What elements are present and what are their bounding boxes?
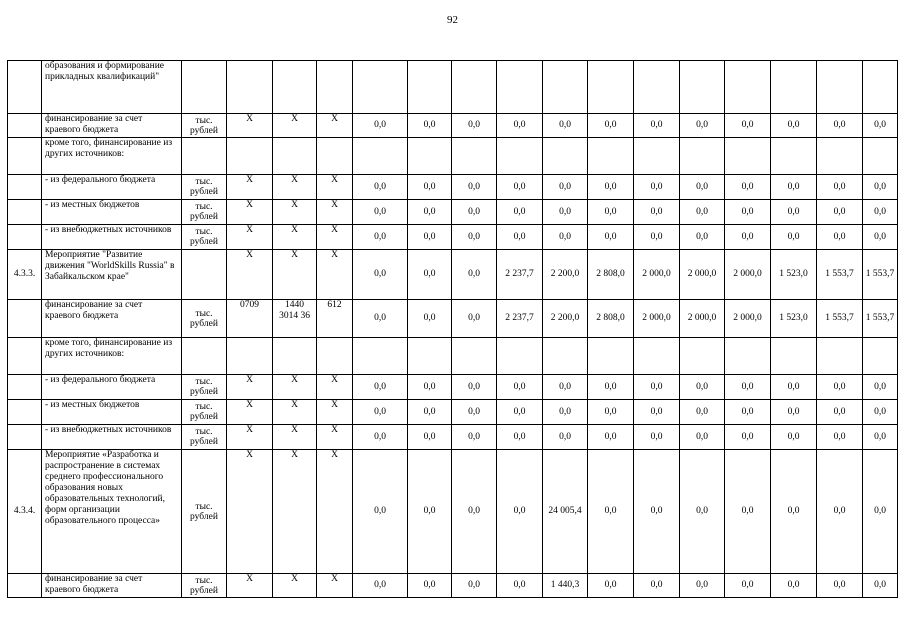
value-cell: 0,0: [680, 175, 725, 200]
empty-cell: [725, 61, 771, 114]
row-number-cell: [8, 138, 42, 175]
empty-cell: [182, 138, 227, 175]
value-cell: 0,0: [680, 114, 725, 138]
table-row: [8, 225, 898, 250]
table-row: [8, 138, 898, 175]
value-cell: 0,0: [725, 175, 771, 200]
value-cell: 0,0: [408, 175, 452, 200]
page-number: 92: [447, 14, 458, 26]
value-cell: 0,0: [452, 175, 497, 200]
value-cell: 0,0: [543, 425, 588, 450]
row-name-cell: кроме того, финансирование из других источников:: [42, 338, 182, 375]
empty-cell: [317, 338, 353, 375]
unit-cell: тыс. рублей: [182, 175, 227, 200]
unit-cell: тыс. рублей: [182, 300, 227, 338]
value-cell: 2 200,0: [543, 250, 588, 300]
empty-cell: [634, 338, 680, 375]
value-cell: 0,0: [408, 425, 452, 450]
value-cell: 0,0: [408, 375, 452, 400]
row-name-cell: - из внебюджетных источников: [42, 225, 182, 250]
value-cell: 0,0: [408, 400, 452, 425]
value-cell: 2 808,0: [588, 250, 634, 300]
value-cell: 0,0: [543, 225, 588, 250]
value-cell: 0,0: [680, 450, 725, 574]
value-cell: 0,0: [543, 200, 588, 225]
value-cell: 2 000,0: [725, 250, 771, 300]
empty-cell: [452, 61, 497, 114]
value-cell: 0,0: [634, 425, 680, 450]
value-cell: 0,0: [680, 225, 725, 250]
value-cell: 2 000,0: [680, 250, 725, 300]
budget-table: [7, 60, 898, 598]
value-cell: 2 808,0: [588, 300, 634, 338]
unit-cell: тыс. рублей: [182, 375, 227, 400]
row-name-cell: образования и формирование прикладных квалификаций": [42, 61, 182, 114]
empty-cell: [817, 61, 863, 114]
value-cell: 0,0: [817, 450, 863, 574]
code-cell-3: X: [317, 114, 353, 138]
value-cell: 0,0: [725, 400, 771, 425]
value-cell: 0,0: [497, 114, 543, 138]
empty-cell: [588, 338, 634, 375]
value-cell: 0,0: [863, 400, 898, 425]
table-row: [8, 300, 898, 338]
empty-cell: [543, 338, 588, 375]
value-cell: 0,0: [817, 175, 863, 200]
table-row: [8, 450, 898, 574]
value-cell: 1 553,7: [817, 250, 863, 300]
empty-cell: [353, 138, 408, 175]
table-row: [8, 425, 898, 450]
table-row: [8, 574, 898, 598]
value-cell: 0,0: [725, 225, 771, 250]
row-number-cell: [8, 200, 42, 225]
value-cell: 2 000,0: [634, 300, 680, 338]
value-cell: 0,0: [771, 450, 817, 574]
code-cell-2: X: [273, 375, 317, 400]
value-cell: 0,0: [543, 375, 588, 400]
code-cell-1: X: [227, 225, 273, 250]
unit-cell: [182, 250, 227, 300]
empty-cell: [817, 138, 863, 175]
value-cell: 0,0: [452, 200, 497, 225]
code-cell-2: X: [273, 400, 317, 425]
value-cell: 0,0: [353, 250, 408, 300]
empty-cell: [452, 138, 497, 175]
empty-cell: [588, 61, 634, 114]
unit-cell: тыс. рублей: [182, 450, 227, 574]
row-name-cell: финансирование за счет краевого бюджета: [42, 114, 182, 138]
row-name-cell: Мероприятие «Разработка и распространение в системах среднего профессионального образования новых образовательных технологий, форм организации образовательного процесса»: [42, 450, 182, 574]
value-cell: 0,0: [863, 450, 898, 574]
value-cell: 2 237,7: [497, 250, 543, 300]
empty-cell: [543, 138, 588, 175]
code-cell-2: X: [273, 175, 317, 200]
code-cell-3: X: [317, 450, 353, 574]
row-number-cell: [8, 114, 42, 138]
empty-cell: [634, 138, 680, 175]
value-cell: 0,0: [863, 175, 898, 200]
row-number-cell: [8, 574, 42, 598]
value-cell: 0,0: [634, 400, 680, 425]
value-cell: 0,0: [497, 574, 543, 598]
value-cell: 0,0: [588, 450, 634, 574]
value-cell: 2 000,0: [725, 300, 771, 338]
value-cell: 0,0: [680, 425, 725, 450]
code-cell-1: X: [227, 375, 273, 400]
value-cell: 0,0: [817, 114, 863, 138]
value-cell: 0,0: [680, 574, 725, 598]
unit-cell: тыс. рублей: [182, 400, 227, 425]
unit-cell: тыс. рублей: [182, 225, 227, 250]
value-cell: 2 237,7: [497, 300, 543, 338]
code-cell-1: X: [227, 400, 273, 425]
value-cell: 0,0: [588, 375, 634, 400]
code-cell-3: X: [317, 400, 353, 425]
value-cell: 0,0: [408, 574, 452, 598]
value-cell: 0,0: [543, 114, 588, 138]
empty-cell: [227, 138, 273, 175]
code-cell-1: X: [227, 450, 273, 574]
value-cell: 0,0: [771, 225, 817, 250]
value-cell: 0,0: [497, 225, 543, 250]
code-cell-3: X: [317, 574, 353, 598]
table-row: [8, 175, 898, 200]
empty-cell: [634, 61, 680, 114]
empty-cell: [588, 138, 634, 175]
empty-cell: [273, 61, 317, 114]
value-cell: 0,0: [634, 200, 680, 225]
value-cell: 0,0: [817, 225, 863, 250]
value-cell: 0,0: [408, 114, 452, 138]
value-cell: 0,0: [771, 400, 817, 425]
value-cell: 0,0: [634, 175, 680, 200]
row-name-cell: кроме того, финансирование из других источников:: [42, 138, 182, 175]
empty-cell: [817, 338, 863, 375]
value-cell: 0,0: [680, 200, 725, 225]
value-cell: 0,0: [863, 200, 898, 225]
value-cell: 0,0: [771, 425, 817, 450]
value-cell: 0,0: [452, 114, 497, 138]
value-cell: 2 000,0: [680, 300, 725, 338]
empty-cell: [182, 61, 227, 114]
code-cell-3: X: [317, 250, 353, 300]
value-cell: 0,0: [771, 574, 817, 598]
value-cell: 0,0: [817, 400, 863, 425]
empty-cell: [543, 61, 588, 114]
value-cell: 0,0: [725, 425, 771, 450]
value-cell: 0,0: [353, 225, 408, 250]
table-row: [8, 375, 898, 400]
value-cell: 1 553,7: [863, 300, 898, 338]
value-cell: 2 200,0: [543, 300, 588, 338]
code-cell-2: 1440 3014 36: [273, 300, 317, 338]
value-cell: 0,0: [725, 574, 771, 598]
value-cell: 0,0: [634, 225, 680, 250]
table-row: [8, 400, 898, 425]
empty-cell: [680, 61, 725, 114]
empty-cell: [680, 138, 725, 175]
empty-cell: [497, 61, 543, 114]
empty-cell: [863, 338, 898, 375]
empty-cell: [353, 61, 408, 114]
empty-cell: [317, 138, 353, 175]
value-cell: 0,0: [725, 450, 771, 574]
code-cell-1: X: [227, 200, 273, 225]
code-cell-2: X: [273, 200, 317, 225]
empty-cell: [771, 61, 817, 114]
row-name-cell: - из внебюджетных источников: [42, 425, 182, 450]
value-cell: 0,0: [863, 225, 898, 250]
code-cell-3: X: [317, 425, 353, 450]
value-cell: 0,0: [408, 450, 452, 574]
value-cell: 0,0: [817, 574, 863, 598]
unit-cell: тыс. рублей: [182, 200, 227, 225]
code-cell-3: X: [317, 175, 353, 200]
value-cell: 0,0: [543, 175, 588, 200]
code-cell-2: X: [273, 450, 317, 574]
table-body: [8, 61, 898, 598]
value-cell: 0,0: [497, 425, 543, 450]
value-cell: 0,0: [634, 450, 680, 574]
unit-cell: тыс. рублей: [182, 425, 227, 450]
code-cell-1: X: [227, 425, 273, 450]
table-row: [8, 250, 898, 300]
value-cell: 0,0: [863, 425, 898, 450]
row-name-cell: финансирование за счет краевого бюджета: [42, 300, 182, 338]
value-cell: 0,0: [452, 225, 497, 250]
value-cell: 1 523,0: [771, 250, 817, 300]
empty-cell: [273, 138, 317, 175]
value-cell: 0,0: [353, 300, 408, 338]
code-cell-2: X: [273, 114, 317, 138]
row-name-cell: - из федерального бюджета: [42, 175, 182, 200]
code-cell-1: X: [227, 250, 273, 300]
value-cell: 0,0: [817, 200, 863, 225]
value-cell: 0,0: [680, 400, 725, 425]
value-cell: 0,0: [452, 300, 497, 338]
value-cell: 0,0: [408, 225, 452, 250]
value-cell: 0,0: [353, 574, 408, 598]
value-cell: 0,0: [588, 425, 634, 450]
row-number-cell: [8, 175, 42, 200]
value-cell: 0,0: [497, 175, 543, 200]
empty-cell: [408, 138, 452, 175]
empty-cell: [353, 338, 408, 375]
table-row: [8, 200, 898, 225]
empty-cell: [863, 138, 898, 175]
value-cell: 0,0: [863, 574, 898, 598]
empty-cell: [408, 61, 452, 114]
value-cell: 0,0: [408, 200, 452, 225]
row-number-cell: [8, 400, 42, 425]
value-cell: 0,0: [771, 114, 817, 138]
code-cell-1: 0709: [227, 300, 273, 338]
code-cell-1: X: [227, 175, 273, 200]
empty-cell: [725, 138, 771, 175]
value-cell: 0,0: [588, 114, 634, 138]
value-cell: 0,0: [588, 225, 634, 250]
row-number-cell: [8, 375, 42, 400]
code-cell-3: X: [317, 225, 353, 250]
value-cell: 0,0: [353, 200, 408, 225]
value-cell: 1 440,3: [543, 574, 588, 598]
empty-cell: [317, 61, 353, 114]
value-cell: 0,0: [725, 200, 771, 225]
value-cell: 0,0: [497, 200, 543, 225]
value-cell: 0,0: [817, 425, 863, 450]
value-cell: 0,0: [543, 400, 588, 425]
unit-cell: тыс. рублей: [182, 574, 227, 598]
value-cell: 0,0: [817, 375, 863, 400]
value-cell: 0,0: [452, 425, 497, 450]
value-cell: 0,0: [452, 450, 497, 574]
empty-cell: [725, 338, 771, 375]
code-cell-1: X: [227, 574, 273, 598]
value-cell: 0,0: [497, 450, 543, 574]
value-cell: 0,0: [725, 114, 771, 138]
unit-cell: тыс. рублей: [182, 114, 227, 138]
value-cell: 0,0: [353, 175, 408, 200]
value-cell: 0,0: [863, 375, 898, 400]
row-name-cell: - из федерального бюджета: [42, 375, 182, 400]
value-cell: 0,0: [634, 574, 680, 598]
value-cell: 0,0: [680, 375, 725, 400]
empty-cell: [452, 338, 497, 375]
code-cell-3: X: [317, 375, 353, 400]
value-cell: 0,0: [452, 250, 497, 300]
value-cell: 0,0: [497, 400, 543, 425]
value-cell: 0,0: [634, 114, 680, 138]
value-cell: 0,0: [863, 114, 898, 138]
row-number-cell: [8, 225, 42, 250]
value-cell: 0,0: [452, 400, 497, 425]
empty-cell: [227, 338, 273, 375]
empty-cell: [408, 338, 452, 375]
empty-cell: [182, 338, 227, 375]
row-name-cell: финансирование за счет краевого бюджета: [42, 574, 182, 598]
value-cell: 24 005,4: [543, 450, 588, 574]
value-cell: 0,0: [588, 574, 634, 598]
row-number-cell: [8, 61, 42, 114]
value-cell: 0,0: [588, 400, 634, 425]
empty-cell: [497, 138, 543, 175]
value-cell: 0,0: [771, 375, 817, 400]
value-cell: 1 523,0: [771, 300, 817, 338]
value-cell: 2 000,0: [634, 250, 680, 300]
empty-cell: [771, 138, 817, 175]
value-cell: 0,0: [353, 400, 408, 425]
code-cell-1: X: [227, 114, 273, 138]
value-cell: 0,0: [353, 425, 408, 450]
empty-cell: [273, 338, 317, 375]
table-row: [8, 114, 898, 138]
empty-cell: [863, 61, 898, 114]
value-cell: 0,0: [353, 450, 408, 574]
value-cell: 0,0: [725, 375, 771, 400]
value-cell: 0,0: [353, 375, 408, 400]
empty-cell: [771, 338, 817, 375]
code-cell-3: 612: [317, 300, 353, 338]
code-cell-2: X: [273, 250, 317, 300]
value-cell: 0,0: [588, 175, 634, 200]
value-cell: 0,0: [771, 175, 817, 200]
row-name-cell: - из местных бюджетов: [42, 400, 182, 425]
value-cell: 0,0: [353, 114, 408, 138]
row-number-cell: [8, 338, 42, 375]
table-row: [8, 338, 898, 375]
row-number-cell: [8, 300, 42, 338]
value-cell: 0,0: [408, 250, 452, 300]
empty-cell: [680, 338, 725, 375]
row-number-cell: 4.3.4.: [8, 450, 42, 574]
empty-cell: [227, 61, 273, 114]
row-number-cell: [8, 425, 42, 450]
value-cell: 1 553,7: [863, 250, 898, 300]
value-cell: 0,0: [452, 574, 497, 598]
empty-cell: [497, 338, 543, 375]
value-cell: 0,0: [497, 375, 543, 400]
value-cell: 0,0: [771, 200, 817, 225]
code-cell-3: X: [317, 200, 353, 225]
value-cell: 0,0: [588, 200, 634, 225]
value-cell: 0,0: [408, 300, 452, 338]
value-cell: 1 553,7: [817, 300, 863, 338]
row-name-cell: Мероприятие "Развитие движения "WorldSkills Russia" в Забайкальском крае": [42, 250, 182, 300]
value-cell: 0,0: [634, 375, 680, 400]
table-row: [8, 61, 898, 114]
row-number-cell: 4.3.3.: [8, 250, 42, 300]
code-cell-2: X: [273, 225, 317, 250]
value-cell: 0,0: [452, 375, 497, 400]
code-cell-2: X: [273, 425, 317, 450]
row-name-cell: - из местных бюджетов: [42, 200, 182, 225]
code-cell-2: X: [273, 574, 317, 598]
